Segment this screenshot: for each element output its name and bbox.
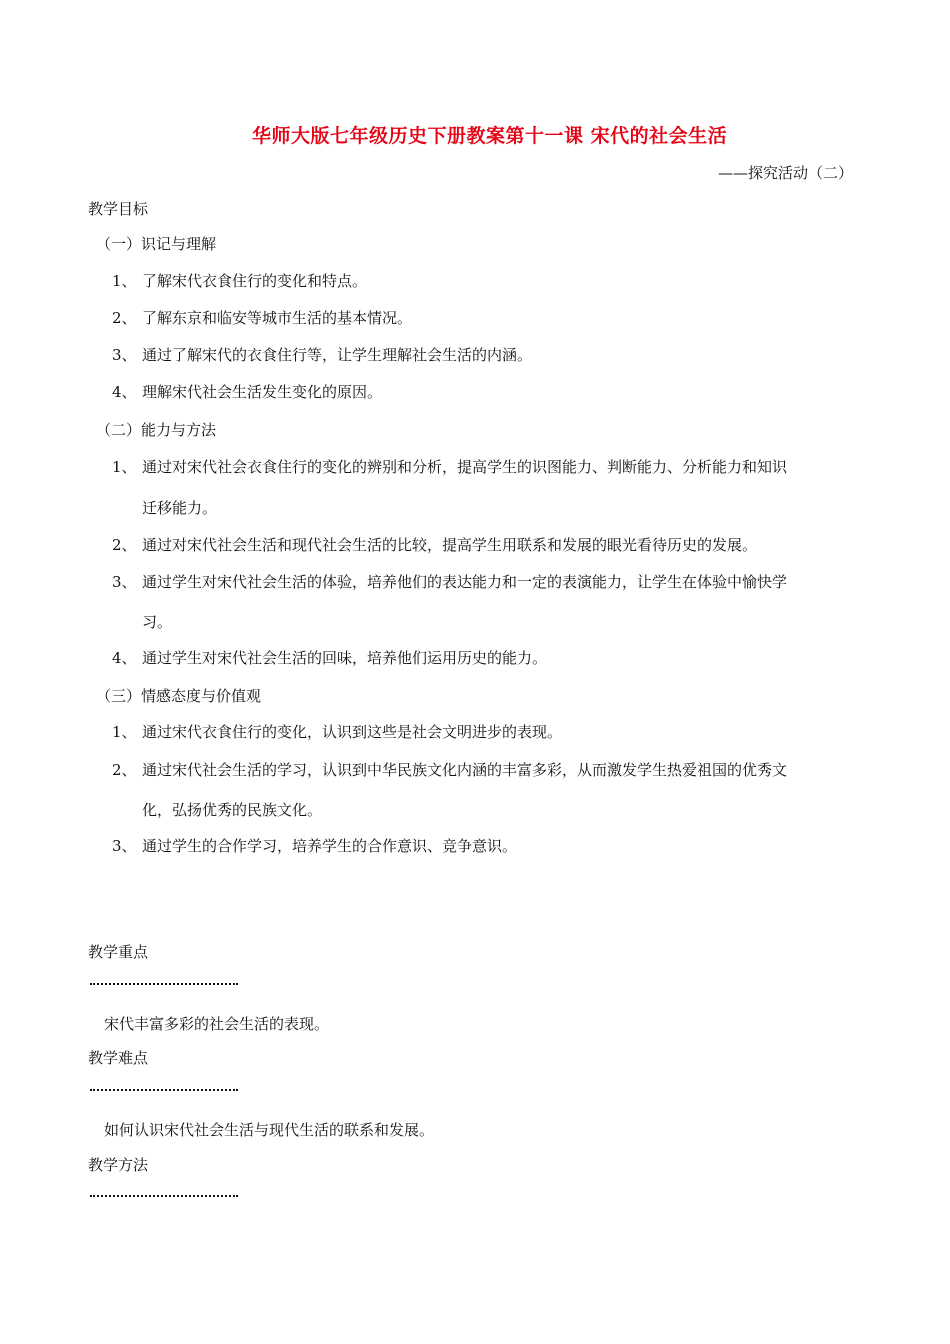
list-item-number: 3、 <box>112 573 137 591</box>
document-subtitle: ——探究活动（二） <box>718 164 854 182</box>
list-item-number: 4、 <box>112 649 137 667</box>
list-item-text: 了解宋代衣食住行的变化和特点。 <box>142 272 368 290</box>
list-item-text-continued: 习。 <box>142 613 173 631</box>
list-item-number: 1、 <box>112 458 137 476</box>
list-item-text: 通过学生的合作学习，培养学生的合作意识、竞争意识。 <box>142 837 518 855</box>
document-title: 华师大版七年级历史下册教案第十一课 宋代的社会生活 <box>252 125 728 147</box>
list-item-number: 4、 <box>112 383 137 401</box>
list-item-text: 理解宋代社会生活发生变化的原因。 <box>142 383 383 401</box>
list-item-text: 通过学生对宋代社会生活的回味，培养他们运用历史的能力。 <box>142 649 548 667</box>
dotted-divider <box>90 1192 238 1197</box>
list-item-text: 通过宋代社会生活的学习，认识到中华民族文化内涵的丰富多彩，从而激发学生热爱祖国的优秀文 <box>142 761 788 779</box>
list-item-number: 1、 <box>112 272 137 290</box>
list-item-number: 3、 <box>112 837 137 855</box>
list-item-number: 2、 <box>112 309 137 327</box>
list-item-number: 1、 <box>112 723 137 741</box>
section-heading-goals: 教学目标 <box>88 200 149 218</box>
list-item-number: 3、 <box>112 346 137 364</box>
section-heading-difficulty: 教学难点 <box>88 1049 149 1067</box>
difficulty-text: 如何认识宋代社会生活与现代生活的联系和发展。 <box>104 1121 435 1139</box>
list-item-text-continued: 化，弘扬优秀的民族文化。 <box>142 801 323 819</box>
subsection-heading-values: （三）情感态度与价值观 <box>96 687 262 705</box>
list-item-text: 通过学生对宋代社会生活的体验，培养他们的表达能力和一定的表演能力，让学生在体验中愉快学 <box>142 573 788 591</box>
dotted-divider <box>90 1086 238 1091</box>
section-heading-key-point: 教学重点 <box>88 943 149 961</box>
list-item-text-continued: 迁移能力。 <box>142 499 218 517</box>
list-item-number: 2、 <box>112 536 137 554</box>
list-item-text: 了解东京和临安等城市生活的基本情况。 <box>142 309 413 327</box>
list-item-text: 通过了解宋代的衣食住行等，让学生理解社会生活的内涵。 <box>142 346 533 364</box>
subsection-heading-memory: （一）识记与理解 <box>96 235 217 253</box>
list-item-text: 通过对宋代社会衣食住行的变化的辨别和分析，提高学生的识图能力、判断能力、分析能力和知识 <box>142 458 788 476</box>
list-item-number: 2、 <box>112 761 137 779</box>
list-item-text: 通过对宋代社会生活和现代社会生活的比较，提高学生用联系和发展的眼光看待历史的发展。 <box>142 536 758 554</box>
section-heading-method: 教学方法 <box>88 1156 149 1174</box>
key-point-text: 宋代丰富多彩的社会生活的表现。 <box>104 1015 330 1033</box>
dotted-divider <box>90 980 238 985</box>
list-item-text: 通过宋代衣食住行的变化，认识到这些是社会文明进步的表现。 <box>142 723 563 741</box>
subsection-heading-ability: （二）能力与方法 <box>96 421 217 439</box>
